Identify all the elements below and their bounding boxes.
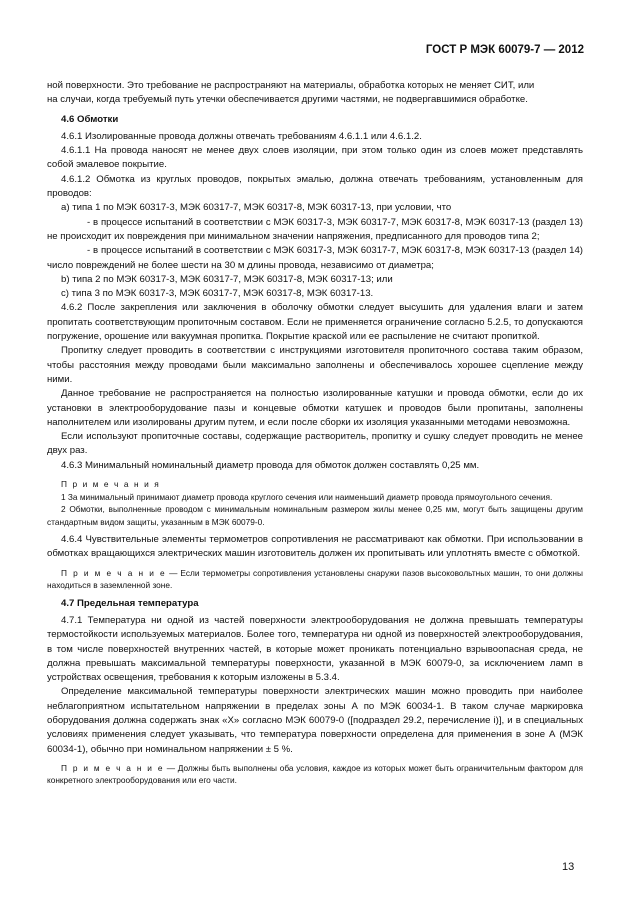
note-3-title: П р и м е ч а н и е — [61, 567, 167, 578]
notes-title: П р и м е ч а н и я — [61, 479, 161, 490]
paragraph-4-6-3: 4.6.3 Минимальный номинальный диаметр провода для обмоток должен составлять 0,25 мм. — [61, 459, 480, 471]
continued-line-1: ной поверхности. Это требование не распространяют на материалы, обработка которых не меняет СИТ, или — [47, 80, 535, 91]
list-item-a-sub-1: - в процессе испытаний в соответствии с МЭК 60317-3, МЭК 60317-7, МЭК 60317-8, МЭК 60317-13 (раздел 13) не происходит их повреждения при минимальном значении напряжения, предписанного для проводов типа 2; — [47, 216, 583, 242]
note-3-text: — Если термометры сопротивления установлены снаружи пазов высоковольтных машин, то они должны находиться в заземленной зоне. — [47, 567, 583, 591]
continued-line-2: на случаи, когда требуемый путь утечки обеспечивается другими частями, не подвергавшимися обработке. — [47, 94, 528, 106]
paragraph-4-6-1-1: 4.6.1.1 На провода наносят не менее двух слоев изоляции, при этом только один из слоев может представлять собой эмалевое покрытие. — [47, 145, 583, 171]
list-item-b: b) типа 2 по МЭК 60317-3, МЭК 60317-7, МЭК 60317-8, МЭК 60317-13; или — [61, 273, 393, 285]
page-number: 13 — [562, 861, 575, 873]
paragraph-4-7-1: 4.7.1 Температура ни одной из частей поверхности электрооборудования не должна превышать температуры термостойкости используемых материалов. Более того, температура ни одной из поверхностей электрооборудования, в том числе поверхностей внутренних частей, в которые может проникать потенциально взрывоопасная среда, не должна превышать максимальной температуры поверхности, указанной в МЭК 60079-0, за исключением ламп в устройствах освещения, требования к которым изложены в 5.3.4. — [47, 614, 583, 684]
list-item-a: а) типа 1 по МЭК 60317-3, МЭК 60317-7, МЭК 60317-8, МЭК 60317-13, при условии, что — [61, 202, 452, 214]
note-1: 1 За минимальный принимают диаметр провода круглого сечения или наименьший диаметр провода прямоугольного сечения. — [61, 491, 553, 502]
note-4-text: — Должны быть выполнены оба условия, каждое из которых может быть ограничительным фактором для конкретного электрооборудования или его части. — [47, 762, 583, 786]
note-4-title: П р и м е ч а н и е — [61, 762, 165, 773]
section-heading-4-6: 4.6 Обмотки — [61, 113, 119, 125]
document-header: ГОСТ Р МЭК 60079-7 — 2012 — [425, 44, 584, 56]
paragraph-surface-temperature: Определение максимальной температуры поверхности электрических машин можно проводить при наиболее неблагоприятном испытательном напряжении в пределах зоны А по МЭК 60034-1. В таком случае маркировка оборудования должна содержать знак «Х» согласно МЭК 60079-0 ([подраздел 29.2, перечисление i)], и в специальных условиях применения следует указывать, что температура поверхности определена для применения в зоне А (МЭК 60034-1), обычно при номинальном напряжении ± 5 %. — [47, 686, 583, 755]
note-3 — [47, 567, 583, 592]
paragraph-impregnation: Пропитку следует проводить в соответствии с инструкциями изготовителя пропиточного состава таким образом, чтобы расстояния между проводами были максимально заполнены и обеспечивалось хорошее сцепление между ними. — [47, 345, 583, 385]
paragraph-solvents: Если используют пропиточные составы, содержащие растворитель, пропитку и сушку следует проводить не менее двух раз. — [47, 431, 583, 457]
section-heading-4-7: 4.7 Предельная температура — [61, 597, 199, 609]
paragraph-exception: Данное требование не распространяется на полностью изолированные катушки и провода обмотки, если до их установки в электрооборудование пазы и концевые обмотки катушек и проводов были пропитаны, заполнены наполнителем или изолированы другим путем, и если после сборки их изоляция указанными методами невозможна. — [47, 388, 583, 428]
note-4 — [47, 762, 583, 787]
list-item-a-sub-2: - в процессе испытаний в соответствии с МЭК 60317-3, МЭК 60317-7, МЭК 60317-8, МЭК 60317-13 (раздел 14) число повреждений не более шести на 30 м длины провода, независимо от диаметра; — [47, 245, 583, 271]
paragraph-4-6-2: 4.6.2 После закрепления или заключения в оболочку обмотки следует высушить для удаления влаги и затем пропитать соответствующим пропиточным составом. Если не применяется ограничение согласно 5.2.5, то допускаются погружение, орошение или вакуумная пропитка. Покрытие краской или ее распыление не считают пропиткой. — [47, 302, 583, 343]
note-2: 2 Обмотки, выполненные проводом с минимальным номинальным размером жилы менее 0,25 мм, могут быть защищены другим стандартным видом защиты, указанным в МЭК 60079-0. — [47, 504, 583, 527]
paragraph-4-6-4: 4.6.4 Чувствительные элементы термометров сопротивления не рассматривают как обмотки. При использовании в обмотках вращающихся электрических машин изготовитель должен их пропитывать или уплотнять вместе с обмоткой. — [47, 534, 583, 560]
page-content — [47, 79, 583, 787]
paragraph-4-6-1: 4.6.1 Изолированные провода должны отвечать требованиям 4.6.1.1 или 4.6.1.2. — [61, 130, 422, 142]
list-item-c: с) типа 3 по МЭК 60317-3, МЭК 60317-7, МЭК 60317-8, МЭК 60317-13. — [61, 288, 374, 300]
paragraph-4-6-1-2: 4.6.1.2 Обмотка из круглых проводов, покрытых эмалью, должна отвечать требованиям, установленным для проводов: — [47, 173, 583, 200]
